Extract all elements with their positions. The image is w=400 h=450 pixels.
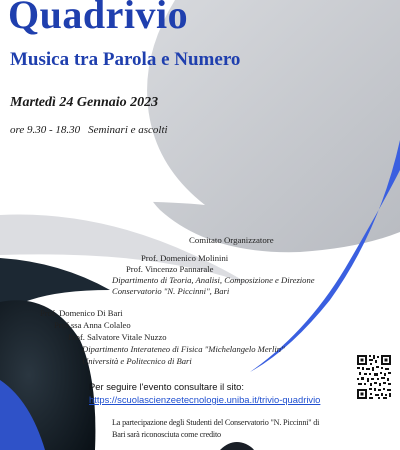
committee-member: Prof.ssa Anna Colaleo xyxy=(54,320,131,330)
committee-department: Dipartimento di Teoria, Analisi, Composizione e Direzione xyxy=(112,275,315,285)
event-site-label: Per seguire l'evento consultare il sito: xyxy=(89,381,244,392)
committee-institution: Università e Politecnico di Bari xyxy=(82,356,192,366)
event-date: Martedì 24 Gennaio 2023 xyxy=(10,95,159,110)
qr-code-icon[interactable] xyxy=(356,354,392,400)
committee-institution: Conservatorio "N. Piccinni", Bari xyxy=(112,286,230,296)
committee-member: Prof. Vincenzo Pannarale xyxy=(126,264,214,274)
committee-member: Prof. Domenico Di Bari xyxy=(40,308,123,318)
credit-note-line: La partecipazione degli Studenti del Conservatorio "N. Piccinni" di xyxy=(112,418,320,427)
event-site-link[interactable]: https://scuolascienzeetecnologie.uniba.it/trivio-quadrivio xyxy=(89,394,321,405)
committee-member: Prof. Domenico Molinini xyxy=(141,253,229,263)
credit-note-line: Bari sarà riconosciuta come credito xyxy=(112,430,221,439)
event-subtitle: Musica tra Parola e Numero xyxy=(10,49,241,70)
event-schedule xyxy=(10,124,168,136)
committee-heading: Comitato Organizzatore xyxy=(189,235,274,245)
committee-department: Dipartimento Interateneo di Fisica "Michelangelo Merlin" xyxy=(82,344,285,354)
event-hours: ore 9.30 - 18.30 xyxy=(10,124,81,136)
event-program: Seminari e ascolti xyxy=(88,124,168,136)
event-title: Quadrivio xyxy=(8,0,189,37)
grey-bump-shape xyxy=(220,442,254,450)
committee-member: Prof. Salvatore Vitale Nuzzo xyxy=(68,332,167,342)
